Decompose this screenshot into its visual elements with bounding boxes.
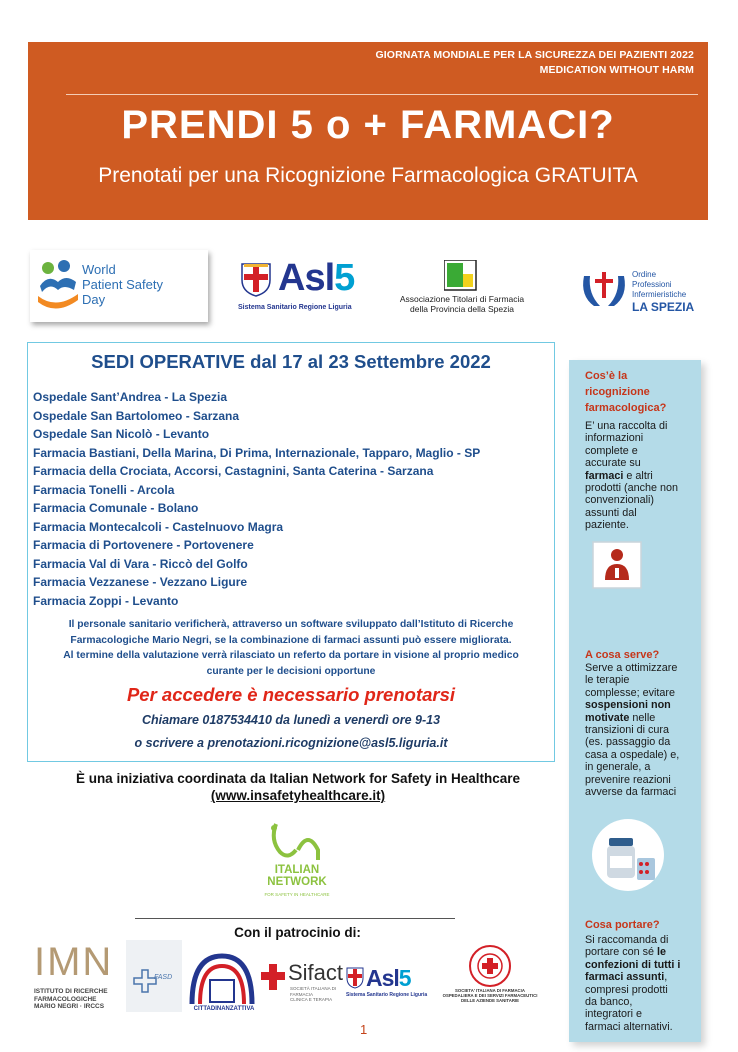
patient-record-icon	[589, 538, 645, 592]
sifact-sub	[290, 986, 344, 1003]
asl5-wordmark	[278, 258, 354, 298]
a1-line: informazioni	[585, 432, 644, 445]
wpsd-line-3: Day	[82, 292, 106, 307]
a3-line	[585, 946, 697, 958]
asl5-number: 5	[334, 257, 355, 299]
site-item: Farmacia Zoppi - Levanto	[33, 593, 179, 608]
imn-line-2: FARMACOLOGICHE	[34, 995, 97, 1003]
site-item: Farmacia della Crociata, Accorsi, Castagnini, Santa Caterina - Sarzana	[33, 464, 434, 478]
sifact-cross-icon	[260, 962, 286, 992]
info-paragraph	[28, 617, 554, 679]
imn-text	[34, 988, 124, 1011]
sifact-name: Sifact	[288, 960, 344, 985]
mario-negri-logo	[34, 940, 124, 1014]
a3-bold: confezioni di tutti i	[585, 958, 681, 971]
event-line-2: MEDICATION WITHOUT HARM	[539, 64, 694, 76]
opi-logo	[578, 262, 718, 322]
a3-line: farmaci alternativi.	[585, 1020, 673, 1033]
a2-line: transizioni di cura	[585, 724, 670, 737]
a2-line: avverse da farmaci	[585, 786, 677, 799]
sifo-line-2: OSPEDALIERA E DEI SERVIZI FARMACEUTICI	[442, 993, 538, 999]
sifact-line-2: CLINICA E TERAPIA	[290, 997, 333, 1002]
info-line-3: Al termine della valutazione verrà rilasciato un referto da portare in visione al proprio medico	[63, 650, 519, 661]
a2-line: complesse; evitare	[585, 686, 676, 699]
sites-list	[33, 388, 480, 610]
q1-line-2: ricognizione	[585, 386, 650, 398]
q1-line-1: Cos’è la	[585, 370, 628, 382]
asl5-subtitle: Sistema Sanitario Regione Liguria	[238, 304, 352, 311]
atf-line-1: Associazione Titolari di Farmacia	[399, 294, 525, 304]
asl5-small-number: 5	[398, 965, 411, 991]
a1-line: complete e	[585, 444, 638, 457]
in-line-2: NETWORK	[267, 876, 327, 888]
site-item: Ospedale San Nicolò - Levanto	[33, 427, 210, 441]
wpsd-people-icon	[34, 256, 84, 316]
atf-line-2: della Provincia della Spezia	[410, 304, 514, 314]
opi-text	[632, 270, 694, 312]
a2-line: (es. passaggio da	[585, 736, 671, 749]
fasd-text: FASD	[154, 974, 173, 981]
cittadinanzattiva-logo	[186, 950, 258, 1014]
event-label	[376, 48, 694, 78]
email-info: o scrivere a prenotazioni.ricognizione@asl5.liguria.it	[134, 736, 448, 750]
atf-square-icon	[444, 260, 478, 292]
info-line-2: Farmacologiche Mario Negri, se la combinazione di farmaci assunti può essere migliorata.	[70, 634, 512, 646]
sifact-line-1: SOCIETÀ ITALIANA DI FARMACIA	[290, 986, 337, 997]
separator-line	[135, 918, 455, 919]
a3-bold: farmaci assunti	[585, 971, 665, 984]
opi-line-1: Ordine	[632, 270, 657, 279]
sifo-line-1: SOCIETA' ITALIANA DI FARMACIA	[455, 988, 525, 993]
question-what-to-bring: Cosa portare?	[585, 919, 660, 931]
a3-line: da banco,	[585, 996, 633, 1009]
a1-line: paziente.	[585, 519, 629, 532]
a1-line: E’ una raccolta di	[585, 420, 668, 432]
sifo-text	[440, 988, 540, 1004]
cittadinanzattiva-text: CITTADINANZATTIVA	[193, 1006, 255, 1012]
imn-line-1: ISTITUTO DI RICERCHE	[34, 988, 108, 995]
world-patient-safety-day-logo	[30, 250, 208, 322]
atf-logo	[394, 260, 530, 316]
opi-line-2: Professioni	[632, 280, 672, 289]
wpsd-text	[82, 262, 163, 307]
a2-line: le terapie	[585, 674, 630, 687]
a2-after: nelle	[629, 711, 656, 724]
answer-what-to-bring	[585, 934, 697, 1033]
imn-letters: IMN	[34, 940, 114, 984]
a1-line: prodotti (anche non	[585, 482, 679, 495]
fasd-logo	[126, 940, 182, 1012]
answer-purpose	[585, 662, 697, 798]
fasd-cross-icon	[132, 968, 158, 994]
opi-line-3: Infermieristiche	[632, 290, 687, 299]
a2-bold: sospensioni non	[585, 699, 671, 712]
in-line-1: ITALIAN	[274, 864, 320, 876]
a2-line: in generale, a	[585, 761, 651, 774]
site-item: Farmacia Comunale - Bolano	[33, 501, 199, 515]
page-number: 1	[360, 1022, 368, 1037]
patrocinio-label: Con il patrocinio di:	[234, 925, 361, 940]
sedi-title: SEDI OPERATIVE dal 17 al 23 Settembre 2022	[91, 351, 491, 372]
site-item: Farmacia di Portovenere - Portovenere	[33, 538, 254, 552]
asl5-small-subtitle: Sistema Sanitario Regione Liguria	[346, 992, 428, 998]
a1-line	[585, 470, 697, 482]
a1-after: e altri	[623, 469, 653, 482]
sedi-operative-box	[27, 342, 555, 762]
header-divider	[66, 94, 698, 95]
wpsd-line-1: World	[82, 262, 116, 277]
initiative-line: È una iniziativa coordinata da Italian Network for Safety in Healthcare	[75, 771, 521, 786]
sifact-logo	[260, 958, 344, 1008]
page-subtitle: Prenotati per una Ricognizione Farmacologica GRATUITA	[98, 164, 638, 187]
italian-network-logo	[262, 820, 332, 912]
a1-line: accurate su	[585, 457, 641, 470]
event-line-1: GIORNATA MONDIALE PER LA SICUREZZA DEI PAZIENTI 2022	[375, 49, 694, 61]
site-item: Farmacia Tonelli - Arcola	[33, 482, 175, 497]
in-tagline: FOR SAFETY IN HEALTHCARE	[264, 892, 330, 897]
a2-bold: motivate	[585, 711, 630, 724]
wpsd-line-2: Patient Safety	[82, 277, 163, 292]
a3-line: integratori e	[585, 1008, 643, 1021]
opi-hands-icon	[578, 266, 630, 316]
a1-line: assunti dal	[585, 506, 637, 519]
a2-line	[585, 699, 697, 711]
sifo-logo	[440, 944, 540, 1014]
question-purpose: A cosa serve?	[585, 649, 660, 661]
site-item: Ospedale Sant’Andrea - La Spezia	[33, 390, 228, 404]
a2-line	[585, 712, 697, 724]
initiative-url-link[interactable]: (www.insafetyhealthcare.it)	[210, 788, 386, 803]
a3-bold: le	[657, 946, 667, 959]
booking-cta: Per accedere è necessario prenotarsi	[126, 684, 456, 705]
answer-what-is	[585, 420, 697, 532]
asl5-logo-small	[346, 964, 430, 1004]
a1-bold: farmaci	[585, 469, 624, 482]
header-banner	[28, 42, 708, 220]
a3-line: Si raccomanda di	[585, 934, 669, 946]
atf-text	[394, 294, 530, 314]
sifo-line-3: DELLE AZIENDE SANITARIE	[460, 998, 519, 1004]
a3-after: ,	[664, 971, 668, 984]
a3-text: portare con sé	[585, 946, 658, 959]
question-what-is	[585, 368, 666, 416]
site-item: Farmacia Montecalcoli - Castelnuovo Magra	[33, 519, 284, 534]
info-line-4: curante per le decisioni opportune	[206, 665, 376, 677]
asl5-small-wordmark	[366, 966, 411, 990]
asl5-small-name: Asl	[366, 965, 399, 991]
initiative-text	[28, 770, 568, 804]
cittadinanzattiva-icon	[186, 950, 258, 1006]
a2-line: prevenire reazioni	[585, 773, 671, 786]
a3-line	[585, 959, 697, 971]
asl5-name: Asl	[278, 257, 335, 299]
site-item: Farmacia Val di Vara - Riccò del Golfo	[33, 556, 248, 571]
info-sidebar	[569, 360, 701, 1042]
a1-line: convenzionali)	[585, 494, 655, 507]
a2-line: Serve a ottimizzare	[585, 662, 678, 674]
a3-line	[585, 971, 697, 983]
medicine-bottle-icon	[591, 818, 665, 892]
caritas-sapientia-seal-icon	[468, 944, 512, 988]
liguria-crest-small-icon	[346, 966, 364, 990]
imn-line-3: MARIO NEGRI · IRCCS	[34, 1003, 105, 1010]
liguria-crest-icon	[240, 260, 272, 298]
site-item: Farmacia Vezzanese - Vezzano Ligure	[33, 575, 248, 589]
a3-line: compresi prodotti	[585, 983, 668, 996]
a2-line: casa a ospedale) e,	[585, 748, 680, 761]
phone-info: Chiamare 0187534410 da lunedì a venerdì ore 9-13	[141, 713, 441, 727]
asl5-logo	[238, 258, 368, 318]
italian-network-wordmark	[262, 864, 332, 888]
q1-line-3: farmacologica?	[585, 402, 667, 414]
opi-city: LA SPEZIA	[632, 300, 695, 314]
italian-network-mark-icon	[262, 820, 332, 864]
info-line-1: Il personale sanitario verificherà, attraverso un software sviluppato dall’Istituto di Ricerche	[68, 619, 514, 630]
page-title: PRENDI 5 o + FARMACI?	[121, 103, 615, 147]
site-item: Ospedale San Bartolomeo - Sarzana	[33, 408, 240, 423]
site-item: Farmacia Bastiani, Della Marina, Di Prima, Internazionale, Tapparo, Maglio - SP	[33, 445, 481, 460]
